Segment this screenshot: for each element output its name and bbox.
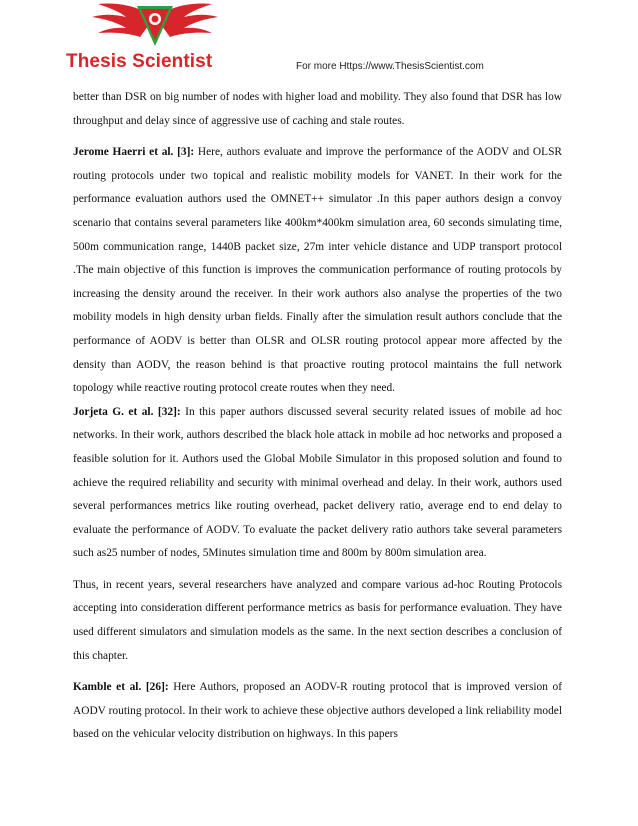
paragraph-5-text: Here Authors, proposed an AODV-R routing protocol that is improved version of AODV routing protocol. In their work to achieve these objective authors developed a link reliability model based on the vehicular velocity distribution on highways. In this papers	[73, 681, 563, 741]
paragraph-3	[73, 401, 562, 566]
paragraph-4-text: Thus, in recent years, several researchers have analyzed and compare various ad-hoc Routing Protocols accepting into consideration different performance metrics as basis for performance evaluation. They have used different simulators and simulation models as the same. In the next section describes a conclusion of this chapter.	[73, 578, 562, 662]
thesis-scientist-logo	[66, 0, 246, 80]
logo-text: Thesis Scientist	[66, 51, 213, 72]
paragraph-4	[73, 574, 562, 668]
document-body	[73, 86, 562, 747]
paragraph-1-text: better than DSR on big number of nodes with higher load and mobility. They also found that DSR has low throughput and delay since of aggressive use of caching and stale routes.	[73, 91, 562, 127]
paragraph-3-citation: Jorjeta G. et al. [32]:	[73, 405, 181, 418]
header-website-link[interactable]: For more Https://www.ThesisScientist.com	[296, 61, 484, 72]
paragraph-1	[73, 86, 562, 133]
paragraph-3-text: In this paper authors discussed several security related issues of mobile ad hoc networks. In their work, authors described the black hole attack in mobile ad hoc networks and proposed a feasible solution for it. Authors used the Global Mobile Simulator in this proposed solution and found to achieve the required reliability and security with minimal overhead and delay. In their work, authors used several performances metrics like routing overhead, packet delivery ratio, average end to end delay to evaluate the performance of AODV. To evaluate the packet delivery ratio authors take several parameters such as25 number of nodes, 5Minutes simulation time and 800m by 800m simulation area.	[73, 405, 562, 560]
paragraph-2	[73, 141, 562, 401]
paragraph-5-citation: Kamble et al. [26]:	[73, 681, 169, 694]
paragraph-2-citation: Jerome Haerri et al. [3]:	[73, 146, 195, 159]
winged-emblem-icon	[80, 0, 230, 50]
page-header	[0, 0, 638, 82]
paragraph-5	[73, 676, 562, 747]
paragraph-2-text: Here, authors evaluate and improve the performance of the AODV and OLSR routing protocols under two topical and realistic mobility models for VANET. In their work for the performance evaluation authors used the OMNET++ simulator .In this paper authors design a convoy scenario that contains several parameters like 400km*400km simulation area, 60 seconds simulating time, 500m communication range, 1440B packet size, 27m inter vehicle distance and UDP transport protocol .The main objective of this function is improves the communication performance of routing protocols by increasing the density around the receiver. In their work authors also analyse the properties of the two mobility models in high density urban fields. Finally after the simulation result authors conclude that the performance of AODV is better than OLSR and OLSR routing protocol appear more affected by the density than AODV, the reason behind is that proactive routing protocol maintains the full network topology while reactive routing protocol create routes when they need.	[73, 146, 563, 395]
